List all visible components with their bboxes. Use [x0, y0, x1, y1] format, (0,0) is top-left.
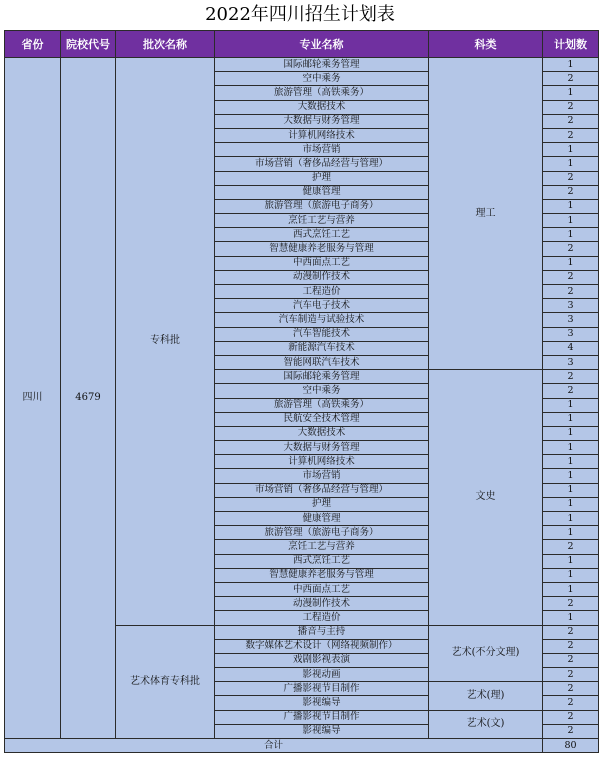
- plan-count-cell: 1: [543, 214, 599, 228]
- major-name-cell: 新能源汽车技术: [215, 341, 429, 355]
- total-value: 80: [543, 739, 599, 753]
- major-name-cell: 汽车电子技术: [215, 299, 429, 313]
- plan-count-cell: 1: [543, 256, 599, 270]
- major-name-cell: 中西面点工艺: [215, 582, 429, 596]
- header-province: 省份: [5, 31, 61, 58]
- plan-count-cell: 2: [543, 625, 599, 639]
- major-name-cell: 影视动画: [215, 668, 429, 682]
- major-name-cell: 智能网联汽车技术: [215, 355, 429, 369]
- plan-count-cell: 2: [543, 696, 599, 710]
- plan-count-cell: 1: [543, 582, 599, 596]
- enrollment-plan-table: [4, 30, 599, 753]
- major-name-cell: 旅游管理（旅游电子商务）: [215, 199, 429, 213]
- major-name-cell: 西式烹饪工艺: [215, 554, 429, 568]
- major-name-cell: 动漫制作技术: [215, 270, 429, 284]
- school-code-cell: 4679: [61, 58, 116, 739]
- plan-count-cell: 2: [543, 100, 599, 114]
- major-name-cell: 护理: [215, 171, 429, 185]
- plan-count-cell: 1: [543, 86, 599, 100]
- plan-count-cell: 2: [543, 370, 599, 384]
- header-batch: 批次名称: [116, 31, 215, 58]
- plan-count-cell: 1: [543, 611, 599, 625]
- plan-count-cell: 1: [543, 412, 599, 426]
- major-name-cell: 戏剧影视表演: [215, 653, 429, 667]
- major-name-cell: 广播影视节目制作: [215, 710, 429, 724]
- plan-count-cell: 1: [543, 512, 599, 526]
- major-name-cell: 计算机网络技术: [215, 455, 429, 469]
- plan-count-cell: 2: [543, 384, 599, 398]
- plan-count-cell: 1: [543, 426, 599, 440]
- major-name-cell: 数字媒体艺术设计（网络视频制作）: [215, 639, 429, 653]
- plan-count-cell: 1: [543, 143, 599, 157]
- major-name-cell: 汽车智能技术: [215, 327, 429, 341]
- plan-count-cell: 1: [543, 568, 599, 582]
- major-name-cell: 西式烹饪工艺: [215, 228, 429, 242]
- plan-count-cell: 1: [543, 398, 599, 412]
- major-name-cell: 烹饪工艺与营养: [215, 540, 429, 554]
- major-name-cell: 动漫制作技术: [215, 597, 429, 611]
- plan-count-cell: 1: [543, 228, 599, 242]
- plan-count-cell: 1: [543, 483, 599, 497]
- major-name-cell: 市场营销: [215, 469, 429, 483]
- major-name-cell: 播音与主持: [215, 625, 429, 639]
- plan-count-cell: 1: [543, 58, 599, 72]
- plan-count-cell: 1: [543, 157, 599, 171]
- table-header-row: [5, 31, 599, 58]
- major-name-cell: 大数据与财务管理: [215, 441, 429, 455]
- header-school-code: 院校代号: [61, 31, 116, 58]
- major-name-cell: 影视编导: [215, 696, 429, 710]
- major-name-cell: 护理: [215, 497, 429, 511]
- plan-count-cell: 2: [543, 114, 599, 128]
- major-name-cell: 工程造价: [215, 285, 429, 299]
- category-cell: 文史: [429, 370, 543, 625]
- plan-count-cell: 2: [543, 285, 599, 299]
- major-name-cell: 旅游管理（高铁乘务）: [215, 398, 429, 412]
- plan-count-cell: 3: [543, 327, 599, 341]
- batch-name-cell: 艺术体育专科批: [116, 625, 215, 739]
- major-name-cell: 空中乘务: [215, 384, 429, 398]
- major-name-cell: 市场营销: [215, 143, 429, 157]
- major-name-cell: 汽车制造与试验技术: [215, 313, 429, 327]
- major-name-cell: 广播影视节目制作: [215, 682, 429, 696]
- table-body: [5, 58, 599, 753]
- header-category: 科类: [429, 31, 543, 58]
- major-name-cell: 国际邮轮乘务管理: [215, 370, 429, 384]
- plan-count-cell: 2: [543, 597, 599, 611]
- major-name-cell: 空中乘务: [215, 72, 429, 86]
- major-name-cell: 大数据与财务管理: [215, 114, 429, 128]
- page-title: 2022年四川招生计划表: [205, 4, 395, 25]
- major-name-cell: 市场营销（奢侈品经营与管理）: [215, 483, 429, 497]
- plan-count-cell: 2: [543, 710, 599, 724]
- header-plan-count: 计划数: [543, 31, 599, 58]
- plan-count-cell: 2: [543, 682, 599, 696]
- plan-count-cell: 2: [543, 185, 599, 199]
- plan-count-cell: 1: [543, 526, 599, 540]
- batch-name-cell: 专科批: [116, 58, 215, 626]
- major-name-cell: 健康管理: [215, 185, 429, 199]
- major-name-cell: 计算机网络技术: [215, 128, 429, 142]
- plan-count-cell: 2: [543, 171, 599, 185]
- plan-count-cell: 3: [543, 313, 599, 327]
- plan-count-cell: 4: [543, 341, 599, 355]
- major-name-cell: 国际邮轮乘务管理: [215, 58, 429, 72]
- plan-count-cell: 1: [543, 554, 599, 568]
- major-name-cell: 旅游管理（高铁乘务）: [215, 86, 429, 100]
- major-name-cell: 影视编导: [215, 724, 429, 738]
- category-cell: 艺术(文): [429, 710, 543, 738]
- major-name-cell: 大数据技术: [215, 100, 429, 114]
- plan-count-cell: 2: [543, 653, 599, 667]
- plan-count-cell: 2: [543, 128, 599, 142]
- province-cell: 四川: [5, 58, 61, 739]
- total-row: [5, 739, 599, 753]
- category-cell: 艺术(理): [429, 682, 543, 710]
- major-name-cell: 智慧健康养老服务与管理: [215, 568, 429, 582]
- plan-count-cell: 2: [543, 639, 599, 653]
- major-name-cell: 市场营销（奢侈品经营与管理）: [215, 157, 429, 171]
- header-major: 专业名称: [215, 31, 429, 58]
- plan-count-cell: 2: [543, 242, 599, 256]
- total-label: 合计: [5, 739, 543, 753]
- major-name-cell: 烹饪工艺与营养: [215, 214, 429, 228]
- plan-count-cell: 2: [543, 668, 599, 682]
- plan-count-cell: 2: [543, 270, 599, 284]
- category-cell: 艺术(不分文理): [429, 625, 543, 682]
- plan-count-cell: 1: [543, 455, 599, 469]
- major-name-cell: 民航安全技术管理: [215, 412, 429, 426]
- plan-count-cell: 3: [543, 355, 599, 369]
- plan-count-cell: 2: [543, 72, 599, 86]
- plan-count-cell: 1: [543, 199, 599, 213]
- major-name-cell: 工程造价: [215, 611, 429, 625]
- plan-count-cell: 2: [543, 540, 599, 554]
- major-name-cell: 智慧健康养老服务与管理: [215, 242, 429, 256]
- plan-count-cell: 1: [543, 469, 599, 483]
- category-cell: 理工: [429, 58, 543, 370]
- major-name-cell: 中西面点工艺: [215, 256, 429, 270]
- plan-count-cell: 1: [543, 497, 599, 511]
- table-row: [5, 58, 599, 72]
- plan-count-cell: 2: [543, 724, 599, 738]
- plan-count-cell: 1: [543, 441, 599, 455]
- major-name-cell: 旅游管理（旅游电子商务）: [215, 526, 429, 540]
- major-name-cell: 大数据技术: [215, 426, 429, 440]
- major-name-cell: 健康管理: [215, 512, 429, 526]
- plan-count-cell: 3: [543, 299, 599, 313]
